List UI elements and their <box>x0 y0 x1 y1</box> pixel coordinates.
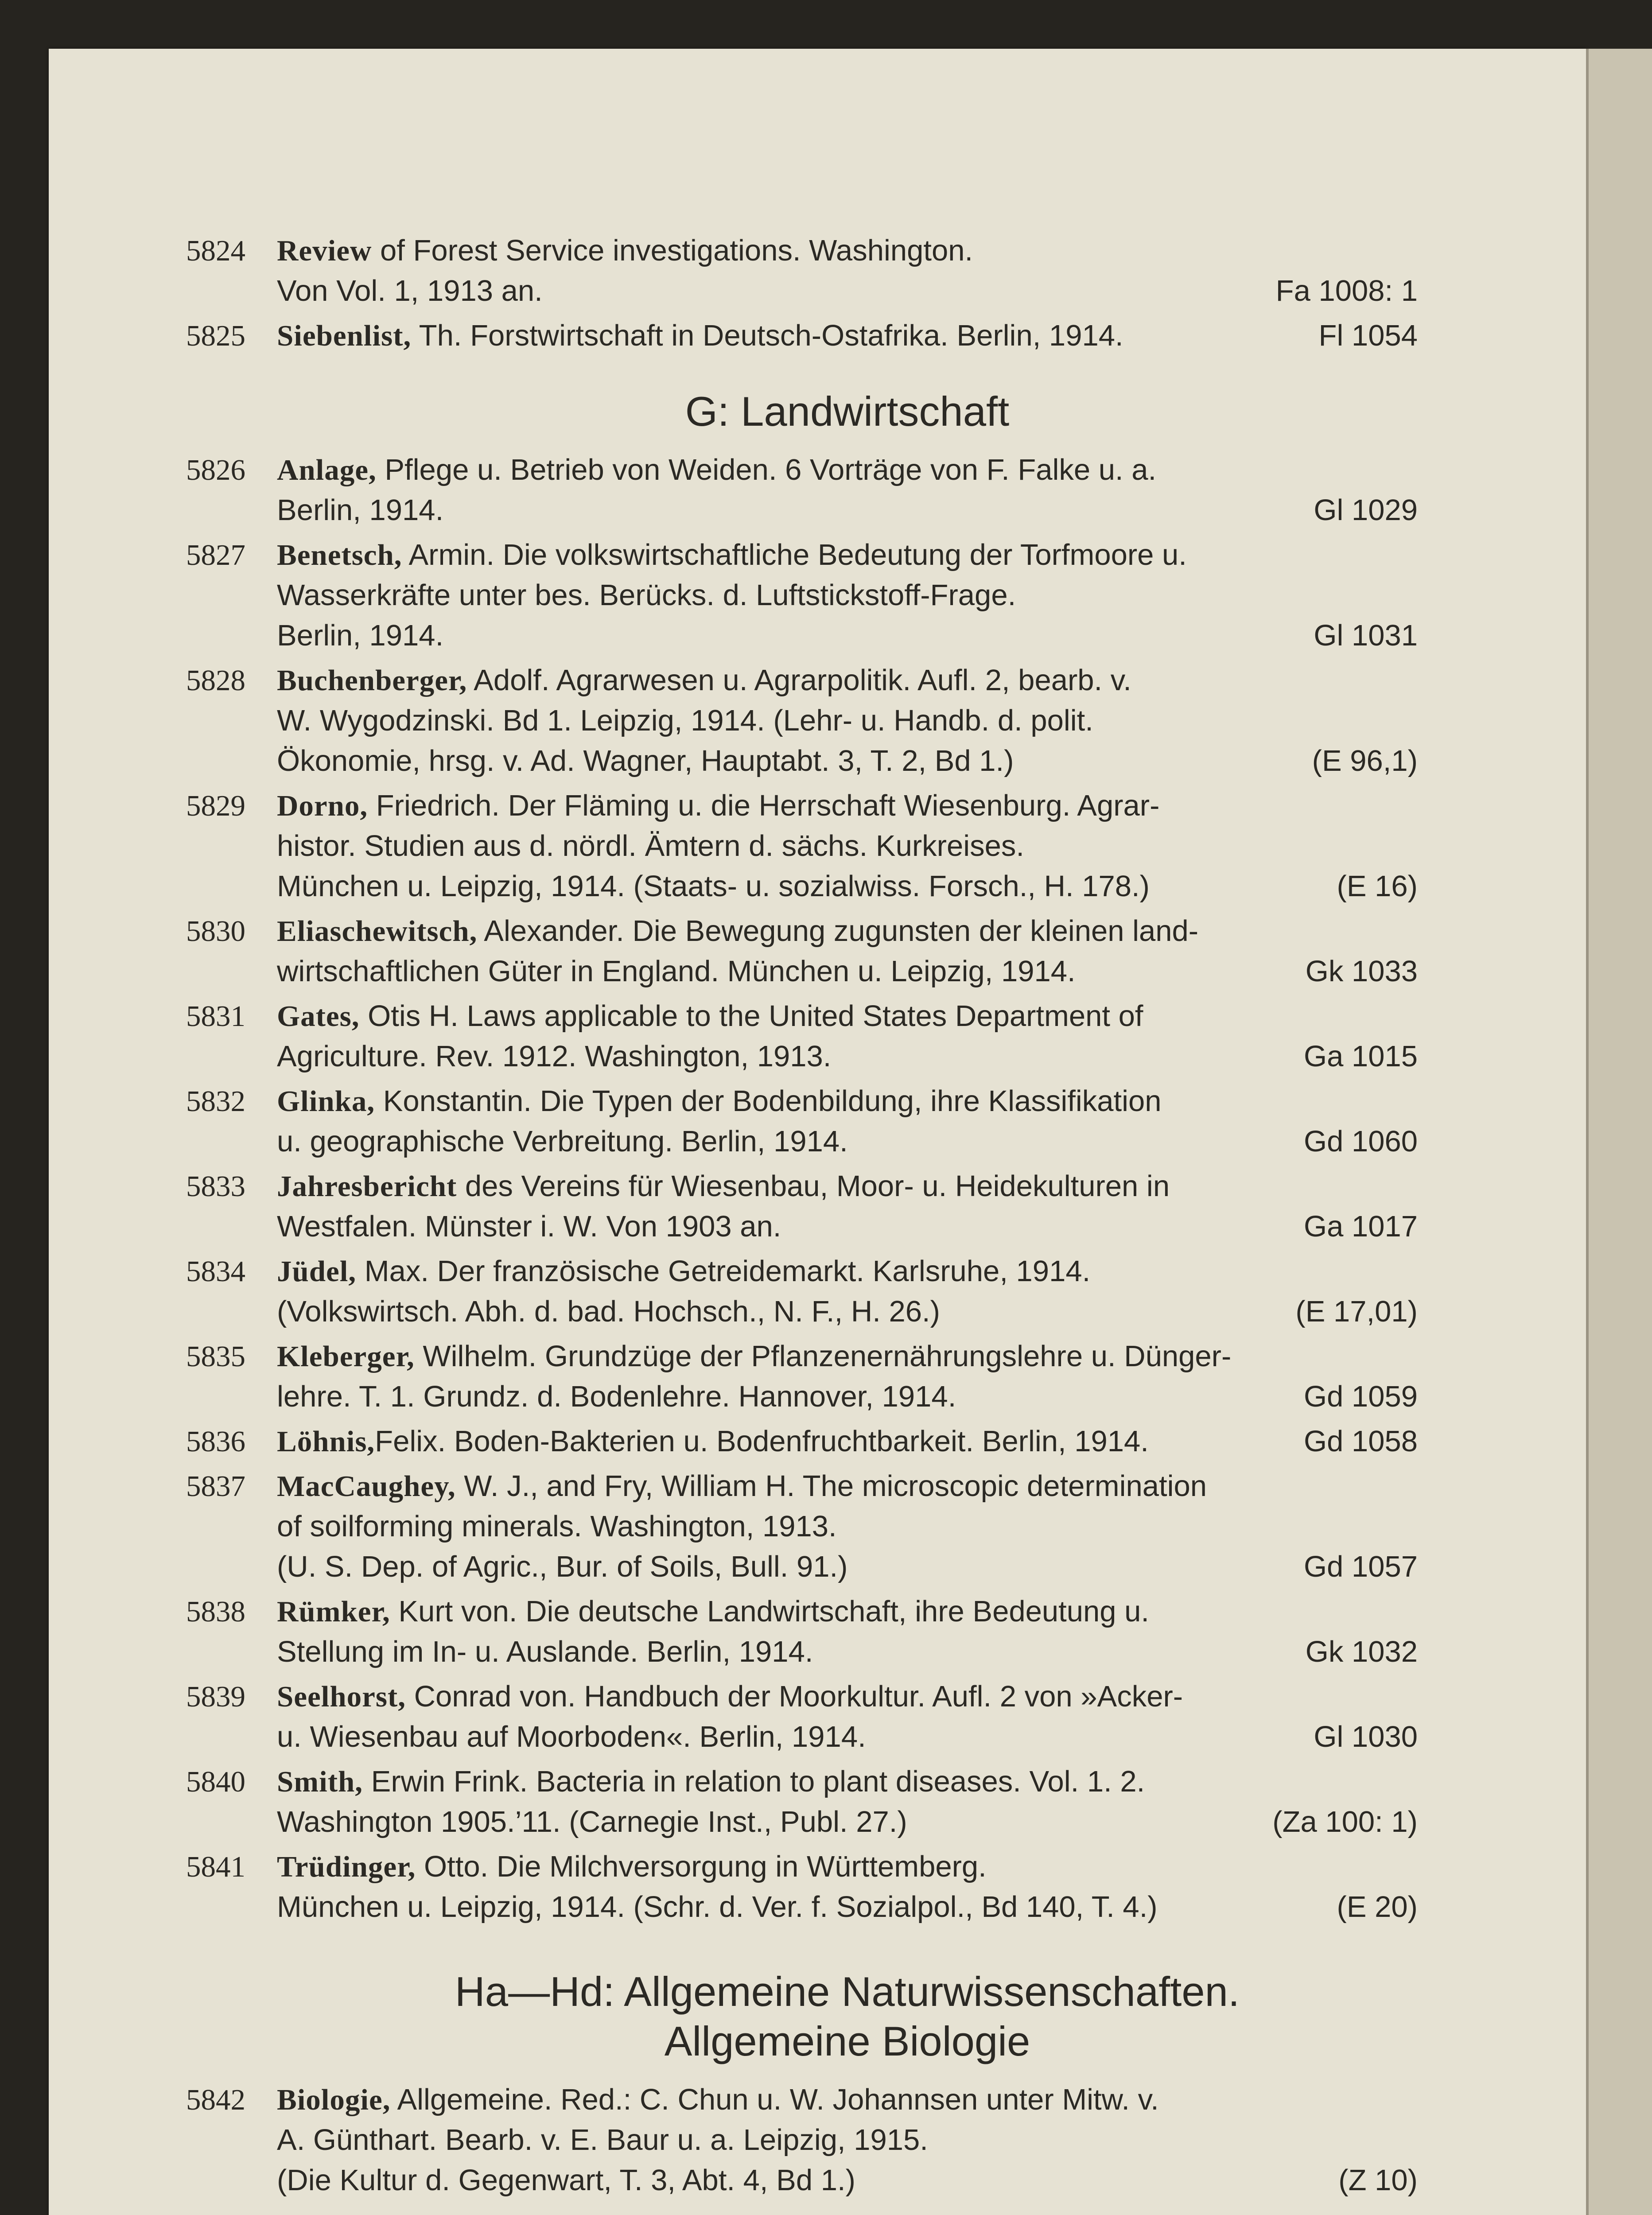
entry-text: Konstantin. Die Typen der Bodenbildung, ihre Klassifikation <box>375 1084 1162 1118</box>
entry-text: Erwin Frink. Bacteria in relation to plant diseases. Vol. 1. 2. <box>363 1765 1145 1798</box>
entry-number: 5835 <box>186 1340 245 1373</box>
entry-line <box>186 1251 1418 1291</box>
entry-line <box>186 2120 1418 2160</box>
entry-text: wirtschaftlichen Güter in England. München u. Leipzig, 1914. <box>277 955 1076 988</box>
entry-author: Anlage, <box>277 454 377 486</box>
bibliography-entry <box>186 1166 1418 1247</box>
entry-author: Review <box>277 234 372 267</box>
entry-author: Smith, <box>277 1765 363 1798</box>
entry-author: Jüdel, <box>277 1255 357 1288</box>
entry-text: of Forest Service investigations. Washington. <box>372 234 973 267</box>
entry-number: 5841 <box>186 1850 245 1883</box>
entry-author: Jahresbericht <box>277 1170 457 1203</box>
entry-line <box>186 1121 1418 1162</box>
shelf-mark: Gl 1031 <box>1314 619 1418 652</box>
entry-text: Otis H. Laws applicable to the United States Department of <box>359 999 1143 1033</box>
entry-author: Trüdinger, <box>277 1850 416 1883</box>
shelf-mark: (E 20) <box>1337 1890 1418 1924</box>
entry-text: Felix. Boden-Bakterien u. Bodenfruchtbarkeit. Berlin, 1914. <box>375 1425 1149 1458</box>
section-heading-h-line1: Ha—Hd: Allgemeine Naturwissenschaften. <box>455 1968 1240 2015</box>
entry-number: 5824 <box>186 234 245 267</box>
entry-text: histor. Studien aus d. nördl. Ämtern d. sächs. Kurkreises. <box>277 829 1024 863</box>
entry-number: 5836 <box>186 1425 245 1458</box>
bibliography-entry <box>186 1421 1418 1461</box>
entry-text: Washington 1905.’11. (Carnegie Inst., Publ. 27.) <box>277 1805 907 1838</box>
entry-text: Allgemeine. Red.: C. Chun u. W. Johannsen unter Mitw. v. <box>390 2083 1159 2116</box>
shelf-mark: Gl 1030 <box>1314 1720 1418 1753</box>
entry-line <box>186 1291 1418 1332</box>
shelf-mark: Gk 1033 <box>1305 955 1418 988</box>
entry-line <box>186 911 1418 951</box>
entry-text: Agriculture. Rev. 1912. Washington, 1913. <box>277 1040 832 1073</box>
entry-line <box>186 230 1418 271</box>
entry-text: Otto. Die Milchversorgung in Württemberg. <box>416 1850 987 1883</box>
bibliography-entry <box>186 1761 1418 1842</box>
entry-number: 5842 <box>186 2083 245 2116</box>
bibliography-entry <box>186 1466 1418 1587</box>
bibliography-entry <box>186 1336 1418 1417</box>
entry-line <box>186 866 1418 906</box>
entry-line <box>186 1376 1418 1417</box>
entry-text: Ökonomie, hrsg. v. Ad. Wagner, Hauptabt. 3, T. 2, Bd 1.) <box>277 744 1014 777</box>
entry-line <box>186 1506 1418 1547</box>
bibliography-entry <box>186 785 1418 906</box>
entry-text: Pflege u. Betrieb von Weiden. 6 Vorträge von F. Falke u. a. <box>376 453 1157 486</box>
entry-line <box>186 1547 1418 1587</box>
entry-line <box>186 1036 1418 1076</box>
entry-number: 5829 <box>186 789 245 822</box>
entry-number: 5830 <box>186 915 245 948</box>
entry-text: Berlin, 1914. <box>277 494 444 527</box>
entry-text: (Volkswirtsch. Abh. d. bad. Hochsch., N. F., H. 26.) <box>277 1295 940 1328</box>
shelf-mark: Gk 1032 <box>1305 1635 1418 1668</box>
bibliography-entry <box>186 1846 1418 1927</box>
entry-author: Dorno, <box>277 789 368 822</box>
entry-line <box>186 1336 1418 1376</box>
entry-line <box>186 271 1418 311</box>
entry-line <box>186 615 1418 656</box>
bibliography-entry <box>186 450 1418 530</box>
bibliography-entry <box>186 1251 1418 1332</box>
bibliography-entry <box>186 2079 1418 2200</box>
section-biology <box>186 2079 1418 2200</box>
bibliography-entry <box>186 1591 1418 1672</box>
shelf-mark: Ga 1015 <box>1303 1040 1418 1073</box>
entry-line <box>186 1206 1418 1247</box>
entry-text: München u. Leipzig, 1914. (Schr. d. Ver. f. Sozialpol., Bd 140, T. 4.) <box>277 1890 1158 1924</box>
entry-line <box>186 1887 1418 1927</box>
entry-text: u. Wiesenbau auf Moorboden«. Berlin, 1914. <box>277 1720 866 1753</box>
entry-line <box>186 1166 1418 1206</box>
entry-line <box>186 1717 1418 1757</box>
entry-text: Th. Forstwirtschaft in Deutsch-Ostafrika. Berlin, 1914. <box>411 319 1123 352</box>
entry-line <box>186 315 1418 356</box>
entry-number: 5825 <box>186 319 245 352</box>
entry-author: Löhnis, <box>277 1425 375 1458</box>
entry-text: Conrad von. Handbuch der Moorkultur. Aufl. 2 von »Acker- <box>406 1680 1183 1713</box>
entry-author: Kleberger, <box>277 1340 415 1373</box>
entry-author: Rümker, <box>277 1595 390 1628</box>
entry-line <box>186 535 1418 575</box>
entry-text: Kurt von. Die deutsche Landwirtschaft, ihre Bedeutung u. <box>390 1595 1150 1628</box>
entry-line <box>186 1632 1418 1672</box>
bibliography-entry <box>186 230 1418 311</box>
entry-text: Stellung im In- u. Auslande. Berlin, 1914. <box>277 1635 813 1668</box>
shelf-mark: (E 16) <box>1337 870 1418 903</box>
adjacent-page-edge <box>1586 49 1652 2215</box>
entry-text: (U. S. Dep. of Agric., Bur. of Soils, Bull. 91.) <box>277 1550 848 1583</box>
section-heading-h <box>186 1967 1418 2066</box>
entry-text: of soilforming minerals. Washington, 1913. <box>277 1510 837 1543</box>
section-agriculture <box>186 450 1418 1927</box>
bibliography-entry <box>186 535 1418 656</box>
entry-author: Siebenlist, <box>277 319 412 352</box>
shelf-mark: Ga 1017 <box>1303 1210 1418 1243</box>
entry-line <box>186 1676 1418 1717</box>
entry-number: 5839 <box>186 1680 245 1713</box>
entry-number: 5837 <box>186 1470 245 1503</box>
entry-line <box>186 1466 1418 1506</box>
entry-line <box>186 951 1418 991</box>
entry-line <box>186 2160 1418 2200</box>
entry-text: Friedrich. Der Fläming u. die Herrschaft Wiesenburg. Agrar- <box>368 789 1160 822</box>
entry-text: Max. Der französische Getreidemarkt. Karlsruhe, 1914. <box>356 1255 1091 1288</box>
entry-text: Westfalen. Münster i. W. Von 1903 an. <box>277 1210 781 1243</box>
shelf-mark: Gd 1058 <box>1303 1425 1418 1458</box>
entry-line <box>186 450 1418 490</box>
shelf-mark: Gd 1057 <box>1303 1550 1418 1583</box>
entry-number: 5831 <box>186 1000 245 1033</box>
entry-number: 5828 <box>186 664 245 697</box>
section-heading-g: G: Landwirtschaft <box>685 388 1010 435</box>
entry-number: 5833 <box>186 1170 245 1203</box>
entry-line <box>186 785 1418 826</box>
entry-text: Wilhelm. Grundzüge der Pflanzenernährungslehre u. Dünger- <box>414 1340 1232 1373</box>
entry-line <box>186 490 1418 530</box>
entry-author: Benetsch, <box>277 539 402 571</box>
entry-author: Eliaschewitsch, <box>277 915 478 948</box>
entry-text: Wasserkräfte unter bes. Berücks. d. Luftstickstoff-Frage. <box>277 579 1016 612</box>
entry-text: München u. Leipzig, 1914. (Staats- u. sozialwiss. Forsch., H. 178.) <box>277 870 1150 903</box>
entry-text: des Vereins für Wiesenbau, Moor- u. Heidekulturen in <box>457 1170 1170 1203</box>
entry-number: 5838 <box>186 1595 245 1628</box>
entry-line <box>186 700 1418 741</box>
bibliography-entry <box>186 660 1418 781</box>
entry-line <box>186 741 1418 781</box>
entry-number: 5832 <box>186 1085 245 1118</box>
entry-author: MacCaughey, <box>277 1470 456 1503</box>
shelf-mark: (E 96,1) <box>1312 744 1418 777</box>
section-heading-h-line2: Allgemeine Biologie <box>664 2018 1030 2064</box>
entry-line <box>186 1591 1418 1632</box>
bibliography-entry <box>186 315 1418 356</box>
bibliography-entry <box>186 1676 1418 1757</box>
entry-line <box>186 996 1418 1036</box>
entry-text: W. J., and Fry, William H. The microscopic determination <box>455 1469 1207 1503</box>
entry-line <box>186 660 1418 700</box>
entry-number: 5834 <box>186 1255 245 1288</box>
entry-line <box>186 826 1418 866</box>
entry-line <box>186 2079 1418 2120</box>
shelf-mark: Fl 1054 <box>1318 319 1418 352</box>
entry-line <box>186 1846 1418 1887</box>
entry-number: 5840 <box>186 1765 245 1798</box>
entry-text: A. Günthart. Bearb. v. E. Baur u. a. Leipzig, 1915. <box>277 2123 928 2157</box>
shelf-mark: Fa 1008: 1 <box>1275 274 1418 307</box>
entry-number: 5827 <box>186 539 245 571</box>
shelf-mark: Gl 1029 <box>1314 494 1418 527</box>
shelf-mark: (Z 10) <box>1338 2164 1418 2197</box>
entry-line <box>186 1802 1418 1842</box>
shelf-mark: (Za 100: 1) <box>1272 1805 1418 1838</box>
entry-text: lehre. T. 1. Grundz. d. Bodenlehre. Hannover, 1914. <box>277 1380 956 1413</box>
section-forestry <box>186 230 1418 356</box>
shelf-mark: (E 17,01) <box>1295 1295 1418 1328</box>
entry-line <box>186 1421 1418 1461</box>
bibliography-entry <box>186 996 1418 1076</box>
bibliography-entry <box>186 1081 1418 1162</box>
shelf-mark: Gd 1060 <box>1303 1125 1418 1158</box>
entry-text: Von Vol. 1, 1913 an. <box>277 274 543 307</box>
entry-text: Adolf. Agrarwesen u. Agrarpolitik. Aufl. 2, bearb. v. <box>467 664 1131 697</box>
entry-line <box>186 1761 1418 1802</box>
shelf-mark: Gd 1059 <box>1303 1380 1418 1413</box>
entry-author: Gates, <box>277 1000 360 1033</box>
entry-author: Biologie, <box>277 2083 391 2116</box>
entry-line <box>186 575 1418 615</box>
entry-text: W. Wygodzinski. Bd 1. Leipzig, 1914. (Lehr- u. Handb. d. polit. <box>277 704 1093 737</box>
entry-author: Seelhorst, <box>277 1680 406 1713</box>
entry-author: Buchenberger, <box>277 664 467 697</box>
entry-number: 5826 <box>186 454 245 486</box>
entry-text: (Die Kultur d. Gegenwart, T. 3, Abt. 4, Bd 1.) <box>277 2164 855 2197</box>
entry-author: Glinka, <box>277 1085 375 1118</box>
entry-line <box>186 1081 1418 1121</box>
entry-text: u. geographische Verbreitung. Berlin, 1914. <box>277 1125 848 1158</box>
bibliography-list <box>186 230 1418 2205</box>
entry-text: Berlin, 1914. <box>277 619 444 652</box>
entry-text: Armin. Die volkswirtschaftliche Bedeutung der Torfmoore u. <box>402 538 1187 571</box>
entry-text: Alexander. Die Bewegung zugunsten der kleinen land- <box>477 914 1199 948</box>
bibliography-entry <box>186 911 1418 991</box>
